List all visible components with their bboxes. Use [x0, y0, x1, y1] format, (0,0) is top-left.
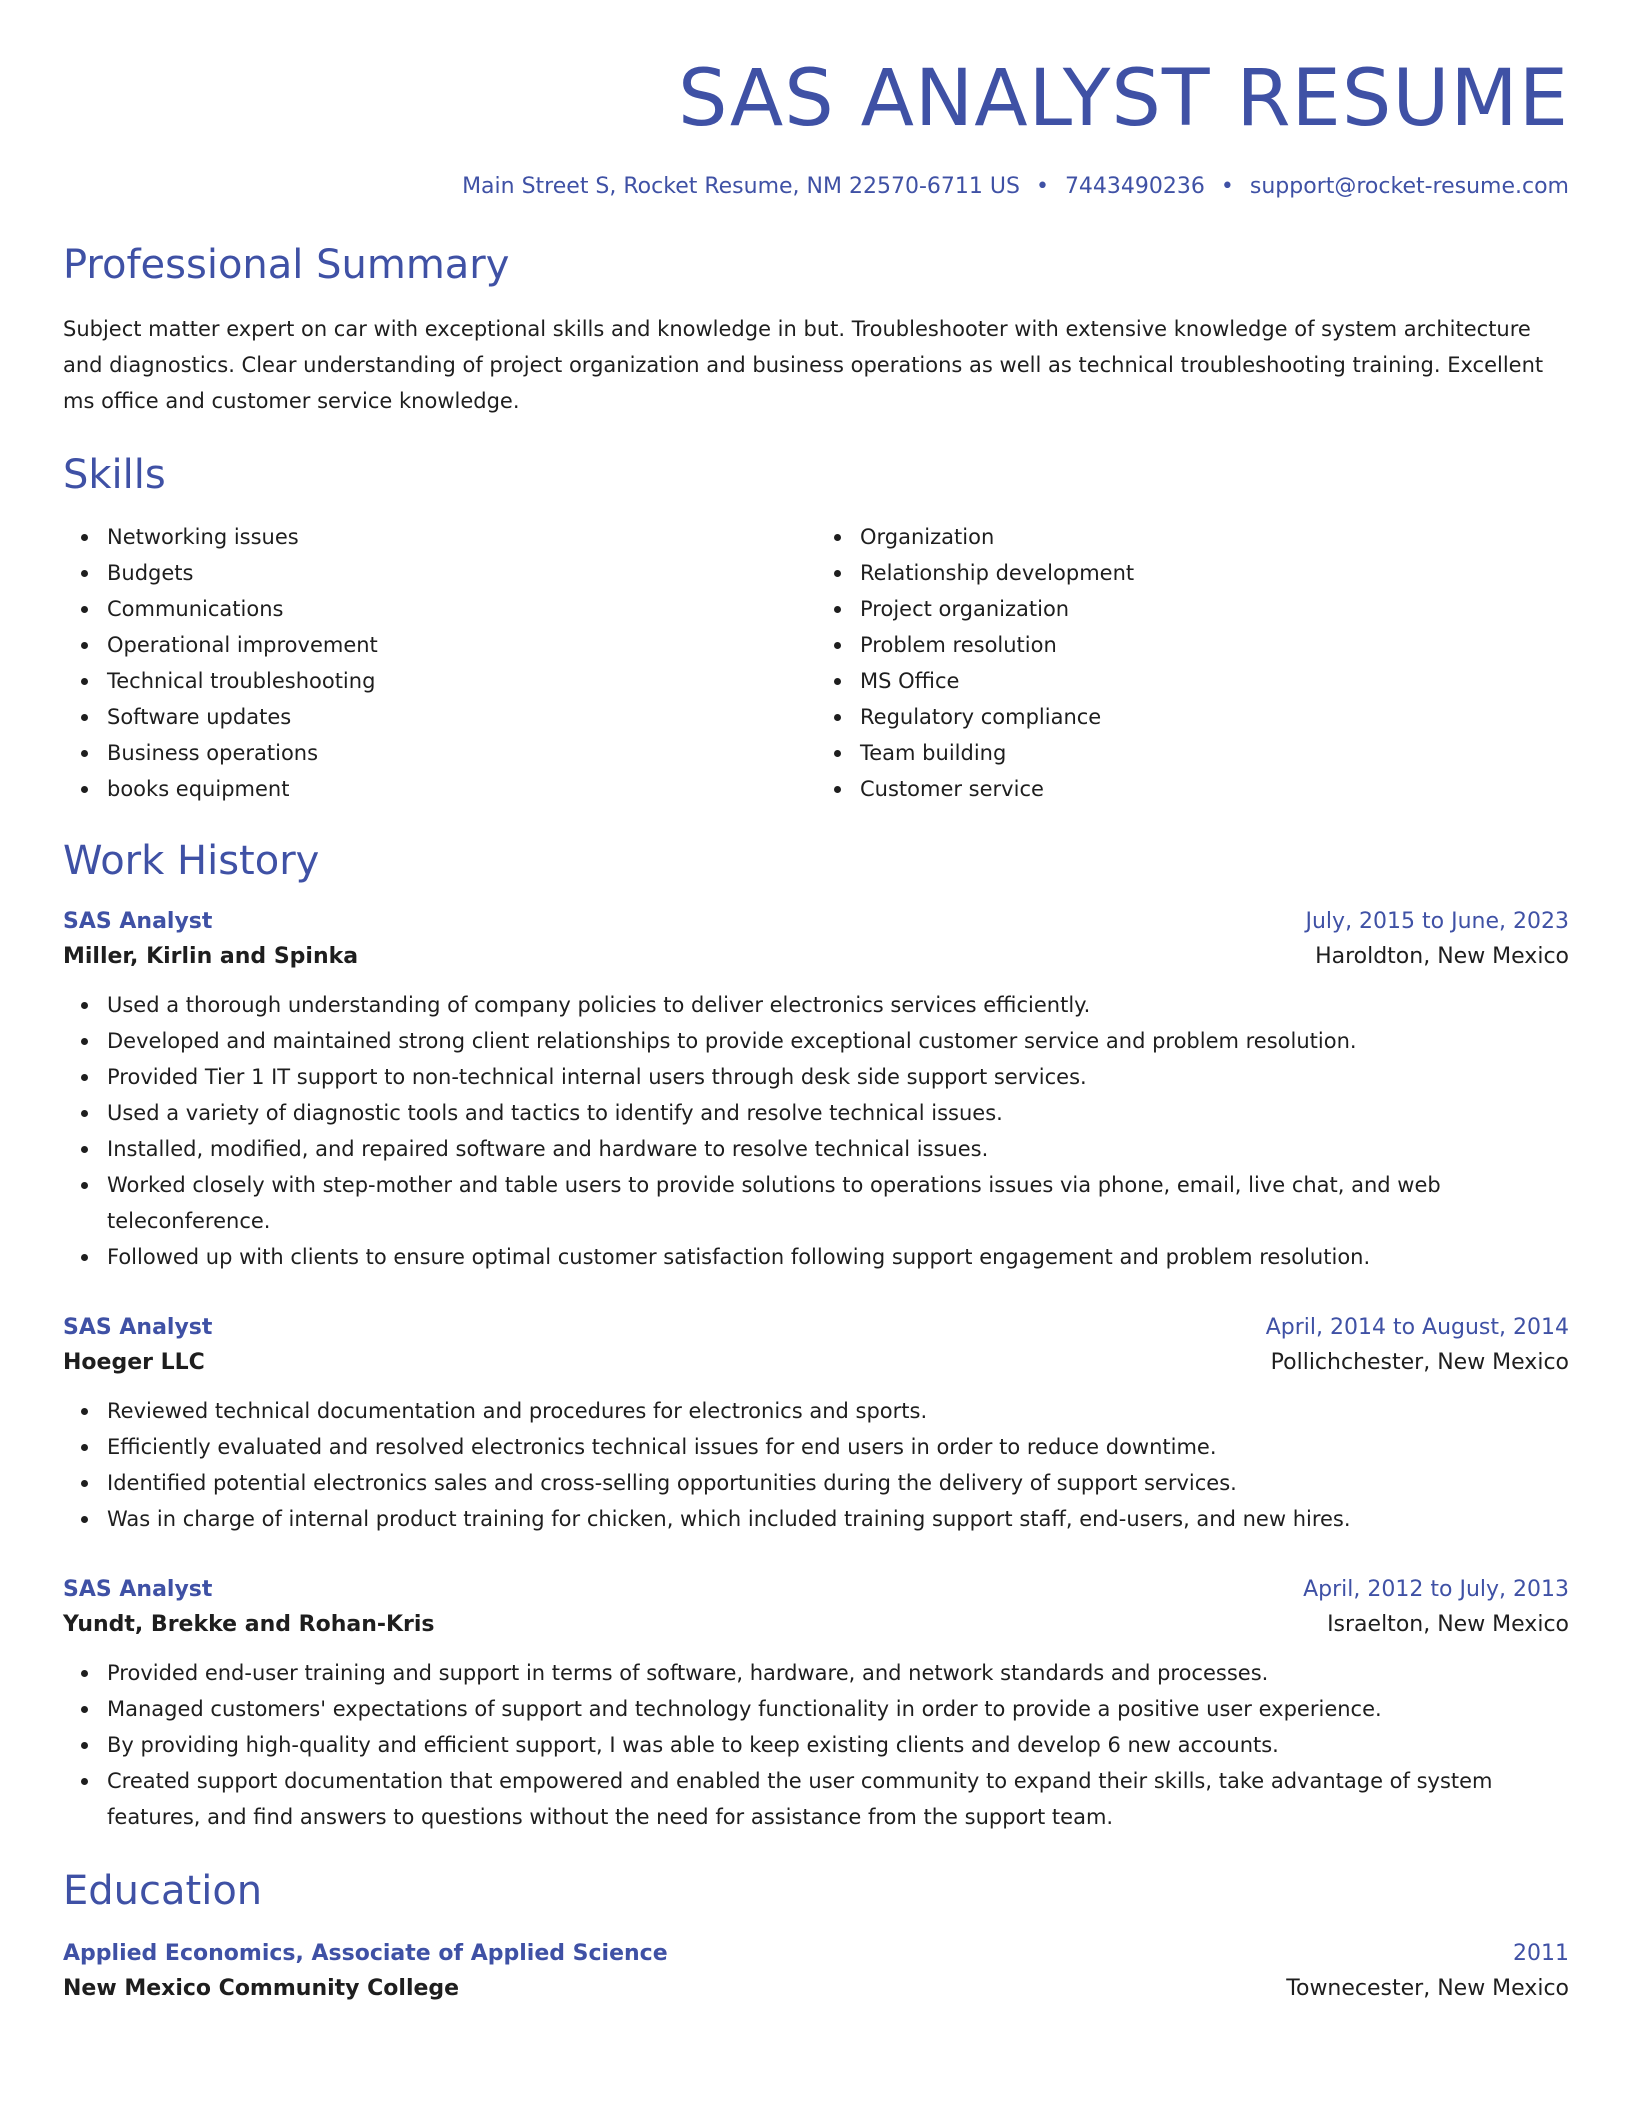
- job-location: Haroldton, New Mexico: [1315, 944, 1569, 969]
- skill-item: Software updates: [107, 699, 816, 735]
- contact-email: support@rocket-resume.com: [1249, 174, 1569, 199]
- job-title: SAS Analyst: [63, 1315, 213, 1340]
- job-dates: July, 2015 to June, 2023: [1305, 909, 1569, 934]
- skill-item: Customer service: [860, 771, 1569, 807]
- job-company-line: [63, 1612, 1569, 1637]
- education-header: [63, 1941, 1569, 1966]
- job-entry: [63, 909, 1569, 1275]
- skill-item: Communications: [107, 591, 816, 627]
- skill-item: Business operations: [107, 735, 816, 771]
- job-bullet: Followed up with clients to ensure optimal customer satisfaction following support engagement and problem resolution.: [107, 1239, 1569, 1275]
- work-history-heading: Work History: [63, 838, 320, 884]
- skill-item: Problem resolution: [860, 627, 1569, 663]
- job-entry: [63, 1577, 1569, 1835]
- job-company: Hoeger LLC: [63, 1350, 205, 1375]
- skill-item: Operational improvement: [107, 627, 816, 663]
- job-header: [63, 1577, 1569, 1602]
- job-location: Pollichchester, New Mexico: [1270, 1350, 1569, 1375]
- job-title: SAS Analyst: [63, 1577, 213, 1602]
- education-school-line: [63, 1976, 1569, 2001]
- skill-item: Organization: [860, 519, 1569, 555]
- education-entry: [63, 1941, 1569, 2001]
- education-heading: Education: [63, 1868, 263, 1914]
- skill-item: Relationship development: [860, 555, 1569, 591]
- education-location: Townecester, New Mexico: [1286, 1976, 1569, 2001]
- skill-item: Budgets: [107, 555, 816, 591]
- job-title: SAS Analyst: [63, 909, 213, 934]
- job-header: [63, 909, 1569, 934]
- job-bullets: [63, 987, 1569, 1275]
- contact-separator: •: [1220, 174, 1234, 199]
- summary-text: Subject matter expert on car with exceptional skills and knowledge in but. Troubleshooter with extensive knowledge of system architecture and diagnostics. Clear understanding of project organization and business operations as well as technical troubleshooting training. Excellent ms office and customer service knowledge.: [63, 317, 1544, 413]
- skills-list: [63, 519, 1569, 807]
- job-bullet: Was in charge of internal product training for chicken, which included training support staff, end-users, and new hires.: [107, 1501, 1569, 1537]
- job-bullet: By providing high-quality and efficient support, I was able to keep existing clients and develop 6 new accounts.: [107, 1727, 1569, 1763]
- contact-phone: 7443490236: [1064, 174, 1205, 199]
- job-company: Miller, Kirlin and Spinka: [63, 944, 359, 969]
- job-bullet: Created support documentation that empowered and enabled the user community to expand their skills, take advantage of system features, and find answers to questions without the need for assistance from the support team.: [107, 1763, 1569, 1835]
- job-entry: [63, 1315, 1569, 1537]
- skills-heading: Skills: [63, 452, 166, 498]
- summary-heading: Professional Summary: [63, 242, 510, 288]
- contact-address: Main Street S, Rocket Resume, NM 22570-6711 US: [462, 174, 1020, 199]
- job-bullet: Developed and maintained strong client relationships to provide exceptional customer service and problem resolution.: [107, 1023, 1569, 1059]
- job-bullets: [63, 1393, 1569, 1537]
- job-bullets: [63, 1655, 1569, 1835]
- contact-separator: •: [1035, 174, 1049, 199]
- job-header: [63, 1315, 1569, 1340]
- job-bullet: Used a variety of diagnostic tools and tactics to identify and resolve technical issues.: [107, 1095, 1569, 1131]
- job-bullet: Efficiently evaluated and resolved electronics technical issues for end users in order to reduce downtime.: [107, 1429, 1569, 1465]
- skill-item: Team building: [860, 735, 1569, 771]
- skills-column-right: [816, 519, 1569, 807]
- education-year: 2011: [1513, 1941, 1569, 1966]
- job-bullet: Installed, modified, and repaired software and hardware to resolve technical issues.: [107, 1131, 1569, 1167]
- job-company: Yundt, Brekke and Rohan-Kris: [63, 1612, 435, 1637]
- resume-title: SAS ANALYST RESUME: [677, 54, 1569, 144]
- job-bullet: Used a thorough understanding of company policies to deliver electronics services efficiently.: [107, 987, 1569, 1023]
- education-school: New Mexico Community College: [63, 1976, 460, 2001]
- skill-item: MS Office: [860, 663, 1569, 699]
- job-company-line: [63, 944, 1569, 969]
- contact-line: [63, 174, 1569, 199]
- job-bullet: Worked closely with step-mother and table users to provide solutions to operations issues via phone, email, live chat, and web teleconference.: [107, 1167, 1569, 1239]
- job-bullet: Reviewed technical documentation and procedures for electronics and sports.: [107, 1393, 1569, 1429]
- skill-item: Project organization: [860, 591, 1569, 627]
- skill-item: Regulatory compliance: [860, 699, 1569, 735]
- skill-item: Technical troubleshooting: [107, 663, 816, 699]
- job-bullet: Identified potential electronics sales and cross-selling opportunities during the delivery of support services.: [107, 1465, 1569, 1501]
- job-dates: April, 2014 to August, 2014: [1265, 1315, 1569, 1340]
- skills-column-left: [63, 519, 816, 807]
- job-bullet: Provided end-user training and support in terms of software, hardware, and network standards and processes.: [107, 1655, 1569, 1691]
- job-dates: April, 2012 to July, 2013: [1303, 1577, 1569, 1602]
- job-bullet: Managed customers' expectations of support and technology functionality in order to provide a positive user experience.: [107, 1691, 1569, 1727]
- job-bullet: Provided Tier 1 IT support to non-technical internal users through desk side support services.: [107, 1059, 1569, 1095]
- job-company-line: [63, 1350, 1569, 1375]
- education-degree: Applied Economics, Associate of Applied Science: [63, 1941, 668, 1966]
- skill-item: Networking issues: [107, 519, 816, 555]
- job-location: Israelton, New Mexico: [1327, 1612, 1569, 1637]
- skill-item: books equipment: [107, 771, 816, 807]
